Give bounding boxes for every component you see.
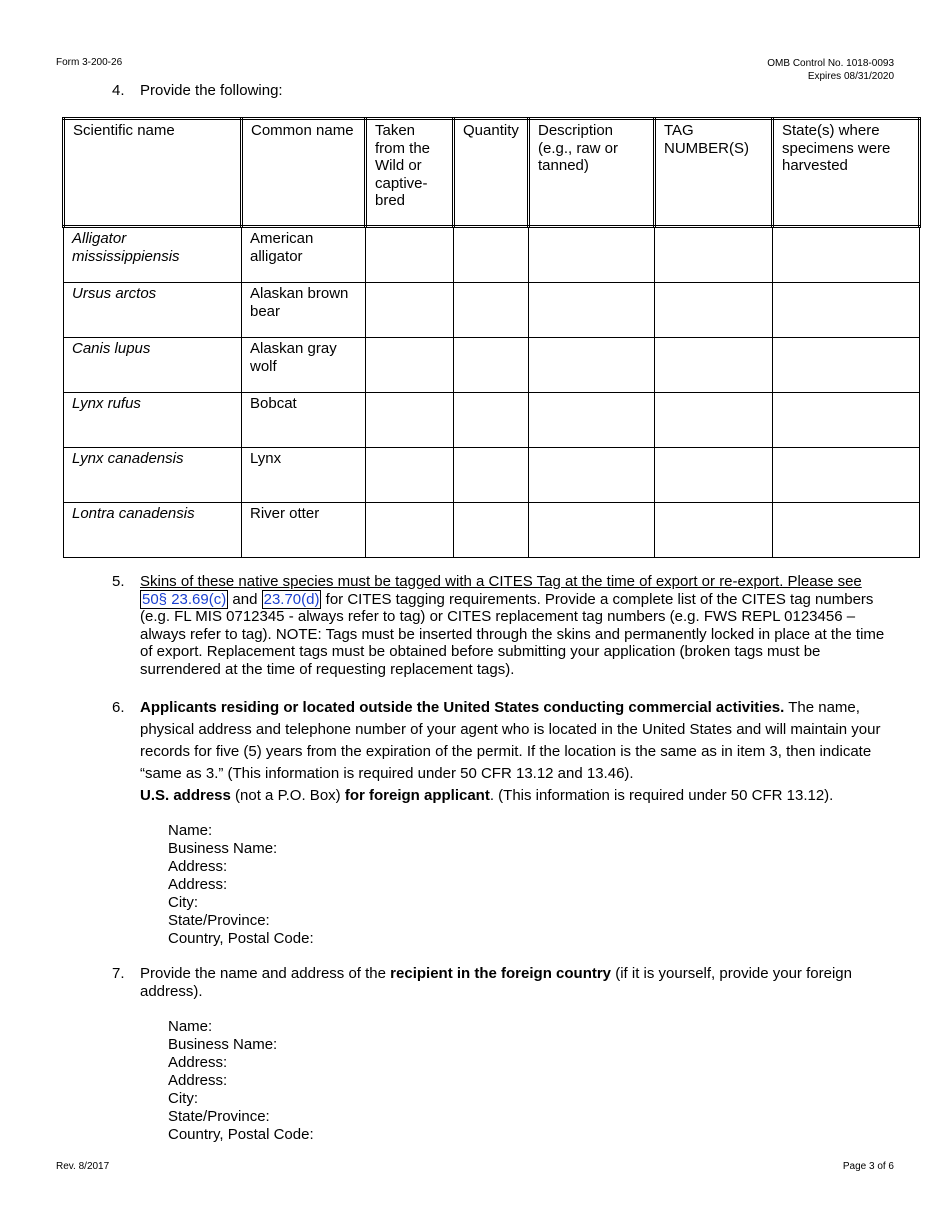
state-input-cell[interactable] xyxy=(773,338,920,393)
header-states-harvested: State(s) where specimens were harvested xyxy=(773,119,920,227)
scientific-name-cell: Lynx rufus xyxy=(64,393,242,448)
recipient-address-fields xyxy=(168,1018,314,1144)
us-address-tail: . (This information is required under 50 CFR 13.12). xyxy=(489,787,834,804)
header-common-name: Common name xyxy=(242,119,366,227)
tag-input-cell[interactable] xyxy=(655,338,773,393)
scientific-name-cell: Canis lupus xyxy=(64,338,242,393)
tag-input-cell[interactable] xyxy=(655,448,773,503)
us-address-mid: (not a P.O. Box) xyxy=(230,787,345,804)
item-5-text xyxy=(140,573,892,678)
scientific-name-cell: Lontra canadensis xyxy=(64,503,242,558)
omb-number: OMB Control No. 1018-0093 xyxy=(767,58,894,69)
item-5-rest: for CITES tagging requirements. Provide a complete list of the CITES tag numbers (e.g. FL MIS 0712345 - always refer to tag) or CITES replacement tag numbers (e.g. FWS REPL 0123456 – always refer to tag). NOTE: Tags must be inserted through the skins and permanently locked in place at the time of export. Replacement tags must be obtained before submitting your application (broken tags must be surrendered at the time of requesting replacement tags). xyxy=(140,590,885,678)
agent-state-field[interactable]: State/Province: xyxy=(168,912,270,929)
item-4-number: 4. xyxy=(112,82,125,99)
common-name-cell: American alligator xyxy=(242,227,366,283)
item-7-text xyxy=(140,965,892,1000)
description-input-cell[interactable] xyxy=(529,227,655,283)
table-header-row xyxy=(64,119,920,227)
omb-control xyxy=(767,57,894,83)
table-row xyxy=(64,448,920,503)
quantity-input-cell[interactable] xyxy=(454,283,529,338)
table-row xyxy=(64,227,920,283)
recipient-state-field[interactable]: State/Province: xyxy=(168,1108,270,1125)
recipient-country-postal-field[interactable]: Country, Postal Code: xyxy=(168,1126,314,1143)
quantity-input-cell[interactable] xyxy=(454,393,529,448)
page-number: Page 3 of 6 xyxy=(842,1161,894,1172)
common-name-cell: Alaskan brown bear xyxy=(242,283,366,338)
item-6-number: 6. xyxy=(112,699,125,716)
scientific-name-cell: Alligator mississippiensis xyxy=(64,227,242,283)
item-5-and: and xyxy=(228,590,262,608)
common-name-cell: River otter xyxy=(242,503,366,558)
item-5-lead: Skins of these native species must be tagged with a CITES Tag at the time of export or re-export. Please see xyxy=(140,573,862,590)
form-number: Form 3-200-26 xyxy=(56,57,123,68)
agent-address-fields xyxy=(168,822,314,948)
revision-date: Rev. 8/2017 xyxy=(56,1161,110,1172)
item-5-number: 5. xyxy=(112,573,125,590)
table-row xyxy=(64,283,920,338)
item-6-body: The name, physical address and telephone number of your agent who is located in the United States and will maintain your records for five (5) years from the expiration of the permit. If the location is the same as in item 3, then indicate “same as 3.” (This information is required under 50 CFR 13.12 and 13.46). xyxy=(140,699,881,782)
origin-input-cell[interactable] xyxy=(366,393,454,448)
common-name-cell: Lynx xyxy=(242,448,366,503)
state-input-cell[interactable] xyxy=(773,393,920,448)
scientific-name-cell: Ursus arctos xyxy=(64,283,242,338)
table-row xyxy=(64,338,920,393)
description-input-cell[interactable] xyxy=(529,393,655,448)
origin-input-cell[interactable] xyxy=(366,227,454,283)
agent-city-field[interactable]: City: xyxy=(168,894,198,911)
quantity-input-cell[interactable] xyxy=(454,338,529,393)
recipient-name-field[interactable]: Name: xyxy=(168,1018,213,1035)
item-4-text: Provide the following: xyxy=(140,82,283,99)
table-row xyxy=(64,503,920,558)
description-input-cell[interactable] xyxy=(529,338,655,393)
origin-input-cell[interactable] xyxy=(366,503,454,558)
cfr-23-69c-link[interactable]: 50§ 23.69(c) xyxy=(142,590,227,608)
recipient-address-field[interactable]: Address: xyxy=(168,1054,228,1071)
state-input-cell[interactable] xyxy=(773,448,920,503)
origin-input-cell[interactable] xyxy=(366,448,454,503)
item-7-lead: Provide the name and address of the xyxy=(140,965,391,982)
recipient-city-field[interactable]: City: xyxy=(168,1090,198,1107)
quantity-input-cell[interactable] xyxy=(454,227,529,283)
tag-input-cell[interactable] xyxy=(655,283,773,338)
state-input-cell[interactable] xyxy=(773,503,920,558)
common-name-cell: Alaskan gray wolf xyxy=(242,338,366,393)
quantity-input-cell[interactable] xyxy=(454,503,529,558)
tag-input-cell[interactable] xyxy=(655,227,773,283)
item-6-bold-lead: Applicants residing or located outside the United States conducting commercial activities. xyxy=(140,699,785,716)
tag-input-cell[interactable] xyxy=(655,503,773,558)
scientific-name-cell: Lynx canadensis xyxy=(64,448,242,503)
header-tag-numbers: TAG NUMBER(S) xyxy=(655,119,773,227)
description-input-cell[interactable] xyxy=(529,503,655,558)
state-input-cell[interactable] xyxy=(773,283,920,338)
species-table xyxy=(62,117,921,558)
agent-business-name-field[interactable]: Business Name: xyxy=(168,840,278,857)
item-6-text xyxy=(140,697,900,807)
header-quantity: Quantity xyxy=(454,119,529,227)
header-description: Description (e.g., raw or tanned) xyxy=(529,119,655,227)
item-7-bold: recipient in the foreign country xyxy=(390,965,612,982)
agent-address-field[interactable]: Address: xyxy=(168,858,228,875)
agent-country-postal-field[interactable]: Country, Postal Code: xyxy=(168,930,314,947)
item-7-number: 7. xyxy=(112,965,125,982)
quantity-input-cell[interactable] xyxy=(454,448,529,503)
tag-input-cell[interactable] xyxy=(655,393,773,448)
foreign-applicant-bold: for foreign applicant xyxy=(344,787,490,804)
common-name-cell: Bobcat xyxy=(242,393,366,448)
origin-input-cell[interactable] xyxy=(366,338,454,393)
agent-name-field[interactable]: Name: xyxy=(168,822,213,839)
us-address-note xyxy=(140,785,900,807)
expiration-date: Expires 08/31/2020 xyxy=(807,71,894,82)
agent-address-field-2[interactable]: Address: xyxy=(168,876,228,893)
recipient-address-field-2[interactable]: Address: xyxy=(168,1072,228,1089)
cfr-23-70d-link[interactable]: 23.70(d) xyxy=(263,590,320,608)
recipient-business-name-field[interactable]: Business Name: xyxy=(168,1036,278,1053)
description-input-cell[interactable] xyxy=(529,283,655,338)
origin-input-cell[interactable] xyxy=(366,283,454,338)
us-address-bold: U.S. address xyxy=(140,787,231,804)
item-7-tail: (if it is yourself, provide your foreign address). xyxy=(140,965,852,1000)
header-taken-from-wild: Taken from the Wild or captive-bred xyxy=(366,119,454,227)
table-row xyxy=(64,393,920,448)
state-input-cell[interactable] xyxy=(773,227,920,283)
description-input-cell[interactable] xyxy=(529,448,655,503)
header-scientific-name: Scientific name xyxy=(64,119,242,227)
